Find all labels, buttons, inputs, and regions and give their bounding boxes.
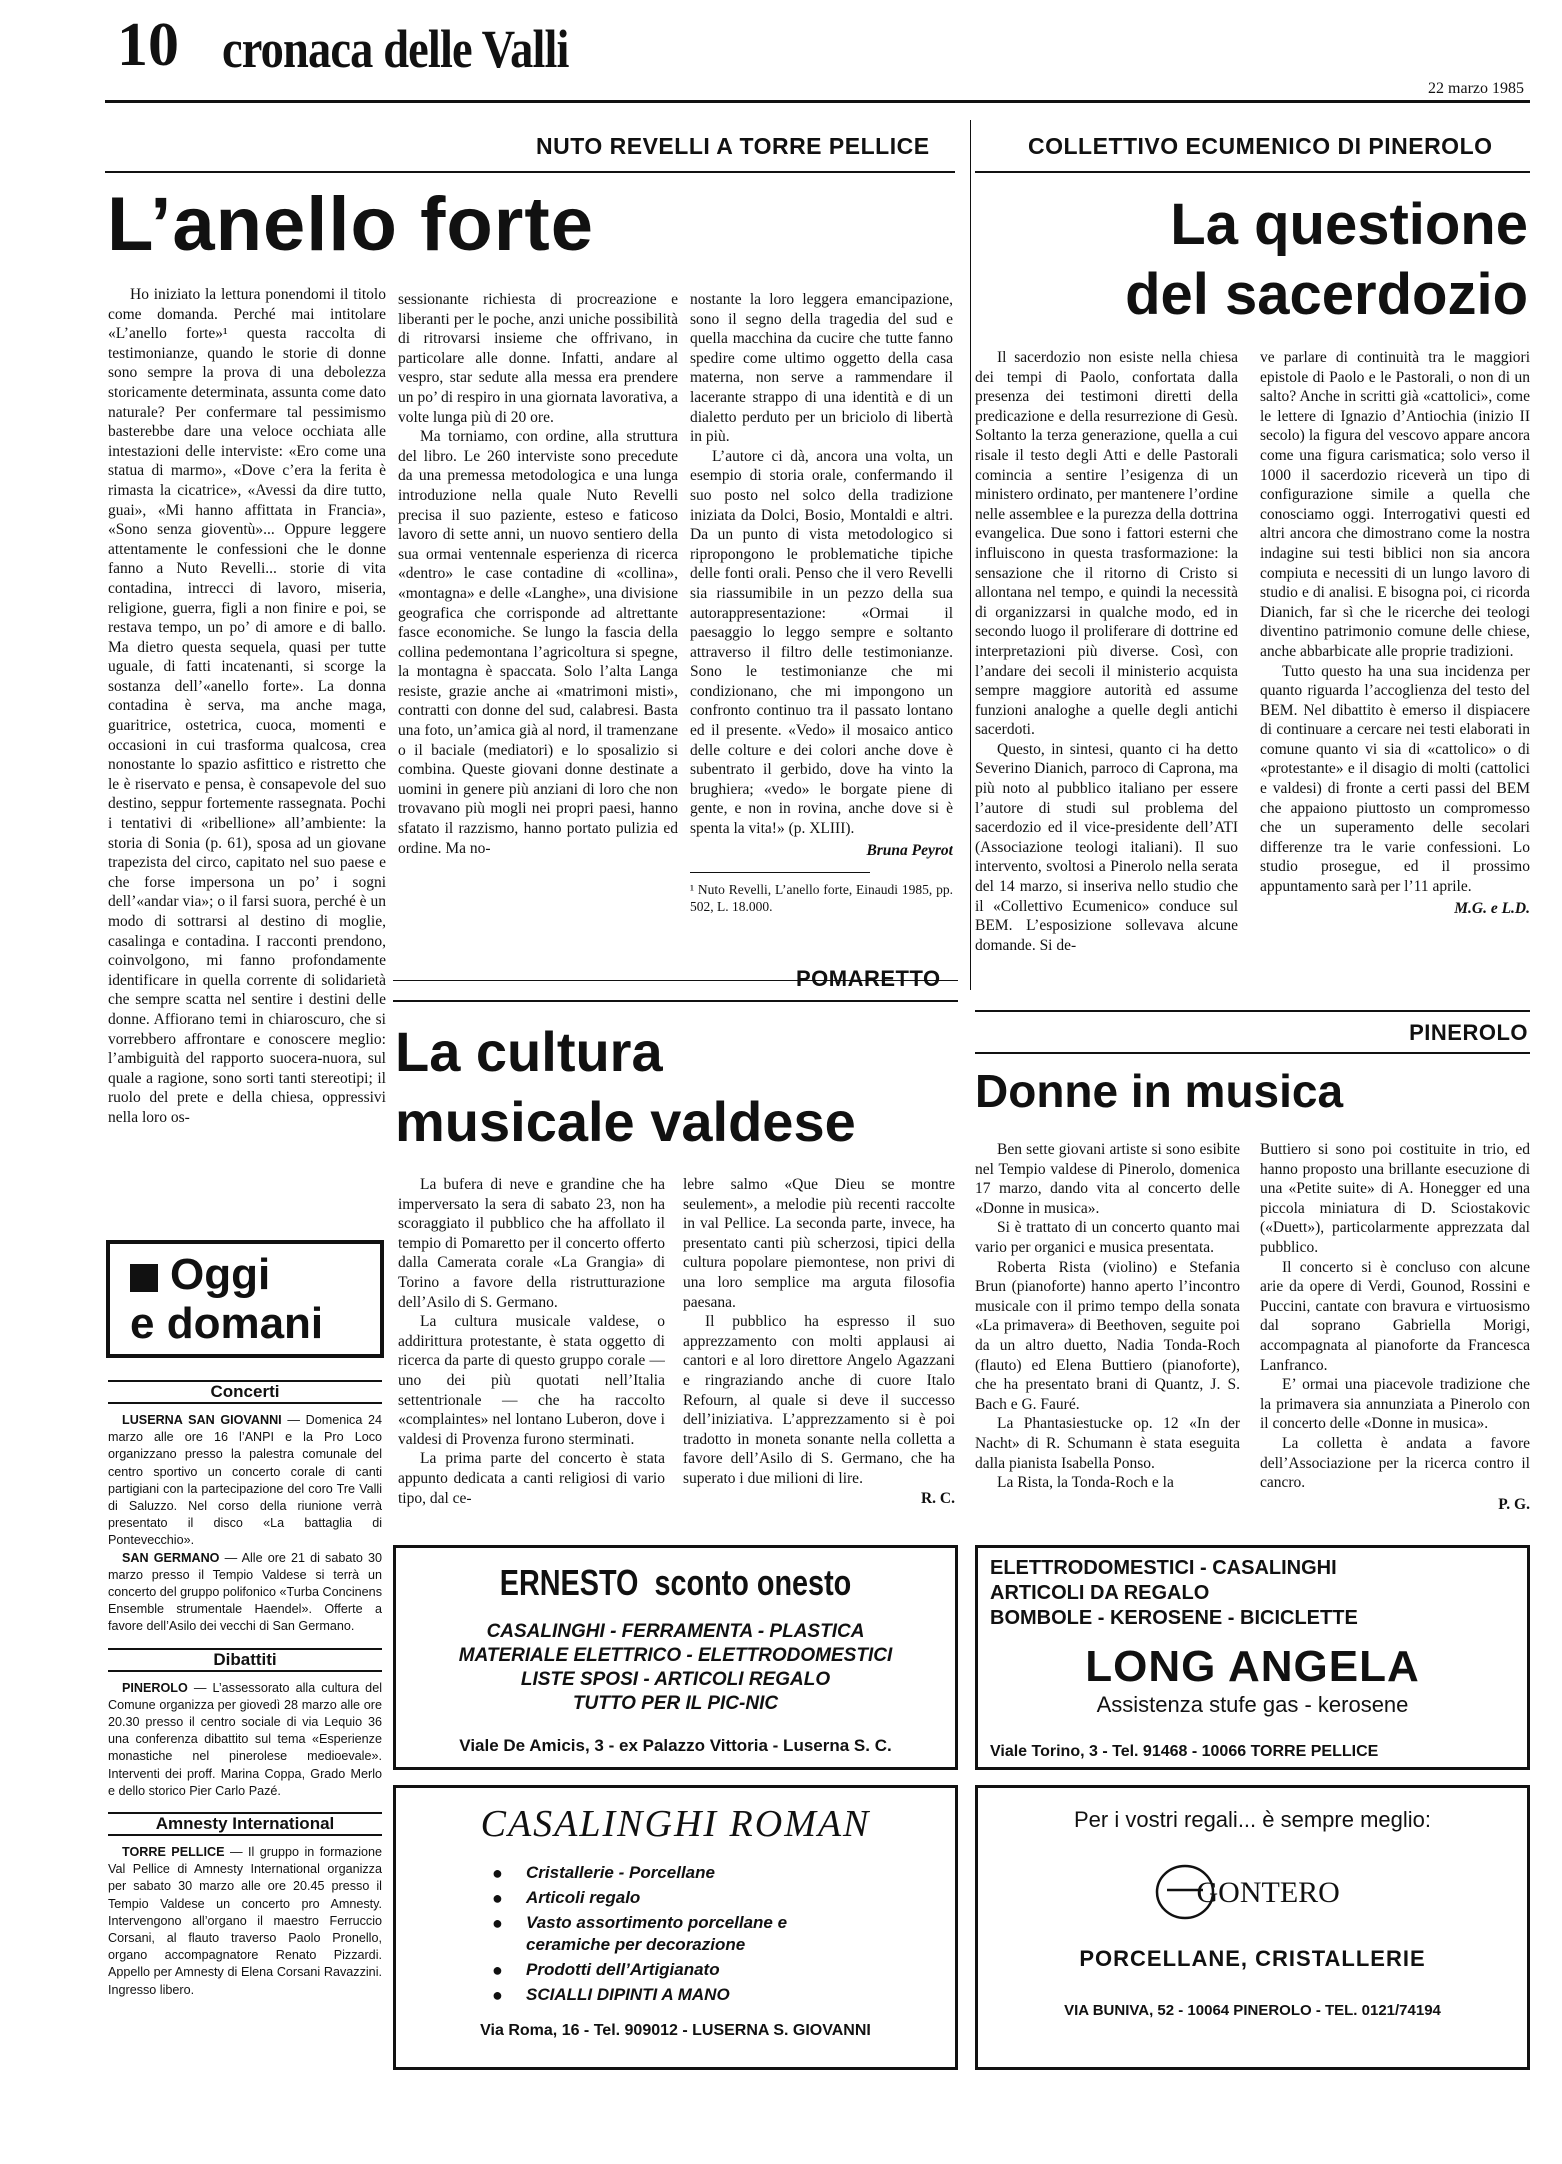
newspaper-title: cronaca delle Valli <box>222 19 569 79</box>
article4-col1-para4: La Phantasiestucke op. 12 «In der Nacht» di R. Schumann è stata eseguita dalla pianista Isabella Ponso. <box>975 1415 1240 1472</box>
article2-bottom-rule <box>975 1010 1530 1012</box>
article2-column-2 <box>1260 348 1530 988</box>
sidebar-heading-amnesty: Amnesty International <box>108 1812 382 1836</box>
sidebar-listings <box>108 1380 382 1999</box>
article3-column-1 <box>398 1175 665 1535</box>
ad-roman-item: ● Cristallerie - Porcellane <box>492 1862 955 1884</box>
ad-long-angela-line: BOMBOLE - KEROSENE - BICICLETTE <box>990 1607 1358 1629</box>
article1-col2-para1: sessionante richiesta di procreazione e liberanti per le poche, anzi uniche possibilità di ritrovarsi insieme che offrivano, in particolare alle donne. Infatti, andare al vespro, star sedute alla messa era prendere un po’ di respiro in una giornata lavorativa, a volte lunga più di 20 ore. <box>398 291 678 426</box>
article2-kicker: COLLETTIVO ECUMENICO DI PINEROLO <box>1028 133 1493 159</box>
article4-headline: Donne in musica <box>975 1065 1344 1117</box>
article2-col2-para1: ve parlare di continuità tra le maggiori epistole di Paolo e le Pastorali, o non di un salto? Anche in scritti già «cattolici», come le lettere di Ignazio d’Antiochia (inizio II secolo) la figura del vescovo appare ancora come una figura carismatica; solo verso il 1000 il sacerdozio riceverà un tipo di configurazione simile a quella che conosciamo oggi. Interrogativi questi ed altri ancora che dimostrano come la nostra indagine sui testi biblici non sia ancora compiuta e necessiti di un lungo lavoro di studio e di analisi. E bisogna poi, ci ricorda Dianich, far sì che le ricerche dei teologi diventino patrimonio comune delle chiese, anche abbarbicate alle proprie tradizioni. <box>1260 349 1530 660</box>
footnote-rule <box>690 872 870 873</box>
sidebar-entry-place: LUSERNA SAN GIOVANNI <box>122 1413 282 1427</box>
article3-col1-para2: La cultura musicale valdese, o addirittura protestante, è stata oggetto di ricerca da parte di questo gruppo corale — uno dei più quotati nell’Italia settentrionale — che ha raccolto «complaintes» nel lontano Luberon, dove i valdesi di Provenza furono sterminati. <box>398 1313 665 1448</box>
ad-long-angela-line: ARTICOLI DA REGALO <box>990 1582 1210 1604</box>
article1-footnote: ¹ Nuto Revelli, L’anello forte, Einaudi 1985, pp. 502, L. 18.000. <box>690 882 953 915</box>
article4-col1-para1: Ben sette giovani artiste si sono esibite nel Tempio valdese di Pinerolo, domenica 17 marzo, dando vita al concerto delle «Donne in musica». <box>975 1141 1240 1217</box>
article4-col1-para5: La Rista, la Tonda-Roch e la <box>997 1474 1174 1492</box>
ad-ernesto-line: LISTE SPOSI - ARTICOLI REGALO <box>520 1669 831 1690</box>
ad-roman-title: CASALINGHI ROMAN <box>480 1803 871 1845</box>
article1-column-2 <box>398 290 678 976</box>
article2-col1-para2: Questo, in sintesi, quanto ci ha detto Severino Dianich, parroco di Caprona, ma più noto al pubblico italiano per essere l’autore di studi sul problema del sacerdozio ed il vice-presidente dell’ATI (Associazione teologi italiani). Il suo intervento, svoltosi a Pinerolo nella serata del 14 marzo, si inseriva nello studio che il «Collettivo Ecumenico» conduce sul BEM. L’esposizione sollevava alcune domande. Si de- <box>975 740 1238 954</box>
ad-ernesto <box>393 1545 958 1770</box>
sidebar-entry-place: TORRE PELLICE <box>122 1845 225 1860</box>
sidebar-entry-place: SAN GERMANO <box>122 1550 220 1565</box>
ad-ernesto-slogan: sconto onesto <box>654 1562 852 1603</box>
ad-long-angela-line: ELETTRODOMESTICI - CASALINGHI <box>990 1557 1337 1579</box>
sidebar-entry-text: — L’assessorato alla cultura del Comune organizza per giovedì 28 marzo alle ore 20.30 presso il centro sociale di via Lequio 36 una conferenza dibattito sul tema «Esperienze monastiche nel pinerolese medioevale». Interventi dei proff. Marina Coppa, Grado Merlo e dello storico Pier Carlo Pazé. <box>108 1680 382 1798</box>
ad-casalinghi-roman <box>393 1785 958 2070</box>
article4-col1-para2: Si è trattato di un concerto quanto mai vario per organici e musica presentata. <box>975 1219 1240 1256</box>
article2-column-1 <box>975 348 1238 988</box>
ad-gontero-logo-text: GONTERO <box>1196 1876 1340 1909</box>
article1-col2-para2: Ma torniamo, con ordine, alla struttura del libro. Le 260 interviste sono precedute da una premessa metodologica e una lunga introduzione nella quale Nuto Revelli precisa il suo paziente, esteso e faticoso lavoro di sette anni, un nuovo sentiero della sua ormai ventennale esperienza di ricerca «dentro» le case contadine di «collina», «montagna» e delle «Langhe», una divisione geografica che corrisponde ad altrettante fasce economiche. Se lungo la fascia della collina pedemontana l’agricoltura si spegne, la montagna è spaccata. Solo l’alta Langa resiste, grazie anche ai «matrimoni misti», contratti con donne del sud, calabresi. Basta una foto, un’amica già al nord, il tramenzane o il baciale (mediatori) e lo sposalizio si combina. Queste giovani donne destinate a uomini in genere più anziani di loro che non trovavano più mogli nei propri paesi, hanno sfatato il razzismo, hanno portato pulizia ed ordine. Ma no- <box>398 428 678 857</box>
sidebar-section-concerti <box>108 1380 382 1636</box>
article1-col3-para2: L’autore ci dà, ancora una volta, un esempio di storia orale, confermando il suo posto nel solco della tradizione iniziata da Dolci, Bosio, Montaldi e altri. Da un punto di vista metodologico si ripropongono le problematiche tipiche delle fonti orali. Penso che il vero Revelli sia riassumibile in un pezzo della sua autorappresentazione: «Ormai il paesaggio lo leggo sempre e soltanto attraverso il filtro delle testimonianze. Sono le testimonianze che mi condizionano, che mi impongono un confronto continuo tra il passato lontano ed il presente. «Vedo» il mosaico antico delle colture e dei colori anche dove è subentrato il gerbido, dove ha vinto la brughiera; «vedo» le borgate piene di gente, e non in rovina, anche dove si è spenta la vita!» (p. XLIII). <box>690 447 953 838</box>
sidebar-heading-dibattiti: Dibattiti <box>108 1648 382 1672</box>
article1-column-1 <box>108 285 386 1200</box>
page-number: 10 <box>117 11 179 79</box>
ad-roman-address: Via Roma, 16 - Tel. 909012 - LUSERNA S. GIOVANNI <box>480 2022 871 2039</box>
ad-roman-item: ● Vasto assortimento porcellane e ceramiche per decorazione <box>492 1912 826 1956</box>
article1-col1-text: Ho iniziato la lettura ponendomi il titolo come domanda. Perché mai intitolare «L’anello forte»¹ questa raccolta di testimonianze, quando le storie di donne sono sempre la prova di una debolezza storicamente determinata, assunta come dato naturale? Per confermare tal pessimismo basterebbe dare una veloce occhiata alle intestazioni delle interviste: «Ero come una statua di marmo», «Dove c’era la ferita è rimasta la cicatrice», «Avessi da dire tutto, guai», «Mi hanno affittata in Francia», «Sono senza gioventù»... Oppure leggere attentamente le confessioni che le donne fanno a Nuto Revelli... storie di vita contadina, intrecci di lavoro, miseria, religione, guerra, figli a non finire e poi, se restava tempo, un po’ di amore e di ballo. Ma dietro questa sequela, quasi per tutte uguale, di fatti incatenanti, si scorge la sostanza dell’«anello forte». La donna contadina è serva, ma anche maga, guaritrice, ostetrica, cuoca, momenti e occasioni in cui trasforma qualcosa, crea nonostante lo spazio asfittico e ristretto che le è riservato e pensa, è consapevole del suo destino, seppur fortemente rassegnata. Pochi i tentativi di «ribellione» all’ambiente: la storia di Sonia (p. 61), sposa ad un giovane trapezista del circo, capitato nel suo paese e che forse impersona un po’ i sogni dell’«andar via»; o il farsi suora, perché è un modo di sottrarsi al destino di moglie, casalinga e contadina. I racconti prendono, coinvolgono, mi fanno profondamente identificare in quella corrente di solidarietà che sempre scatta nel sentire i destini delle donne. Affiorano temi in chiaroscuro, che si vorrebbero affrontare e conoscere meglio: l’ambiguità del rapporto suocera-nuora, sul quale a ragione, sono sorti tanti stereotipi; il ruolo del prete e della chiesa, oppressivi nella loro os- <box>108 286 386 1126</box>
article3-col2-para1: lebre salmo «Que Dieu se montre seulement», a melodie più recenti raccolte in val Pellice. La seconda parte, invece, ha presentato canti più scherzosi, tipici della cultura popolare piemontese, non privi di una loro semplice ma arguta filosofia paesana. <box>683 1176 955 1311</box>
sidebar-entry <box>108 1844 382 1999</box>
article4-column-2 <box>1260 1140 1530 1540</box>
article2-headline-line2: del sacerdozio <box>1125 262 1528 327</box>
ad-ernesto-line: CASALINGHI - FERRAMENTA - PLASTICA <box>486 1621 865 1642</box>
article3-column-2 <box>683 1175 955 1535</box>
sidebar-title-line1: Oggi <box>170 1250 271 1299</box>
article4-top-rule <box>975 1052 1530 1054</box>
article1-kicker: NUTO REVELLI A TORRE PELLICE <box>536 133 930 159</box>
ad-gontero <box>975 1785 1530 2070</box>
article4-col2-para2: Il concerto si è concluso con alcune arie da opere di Verdi, Gounod, Rossini e Puccini, cantate con bravura e virtuosismo dal soprano Gabriella Morigi, accompagnata al pianoforte da Francesca Lanfranco. <box>1260 1258 1530 1374</box>
ad-roman-item: ● Prodotti dell’Artigianato <box>492 1959 955 1981</box>
sidebar-entry-text: — Domenica 24 marzo alle ore 16 l’ANPI e la Pro Loco organizzano presso la palestra comunale del centro sportivo un concerto corale di canti partigiani con la partecipazione del coro Tre Valli di Saluzzo. Nel corso della riunione verrà presentato il disco «La battaglia di Pontevecchio». <box>108 1413 382 1548</box>
ad-roman-item: ● Articoli regalo <box>492 1887 955 1909</box>
ad-ernesto-address: Viale De Amicis, 3 - ex Palazzo Vittoria - Luserna S. C. <box>459 1736 892 1755</box>
article4-col2-para4: La colletta è andata a favore dell’Associazione per la ricerca contro il cancro. <box>1260 1434 1530 1492</box>
ad-long-angela <box>975 1545 1530 1770</box>
ad-gontero-address: VIA BUNIVA, 52 - 10064 PINEROLO - TEL. 0121/74194 <box>1064 2002 1441 2019</box>
vertical-divider <box>970 120 971 990</box>
sidebar-title-line2: e domani <box>130 1299 324 1348</box>
article4-col1-para3: Roberta Rista (violino) e Stefania Brun (pianoforte) hanno aperto l’incontro musicale con il primo tempo della sonata «La primavera» di Beethoven, seguite poi da un altro duetto, Nadia Tonda-Roch (flauto) ed Elena Buttiero (pianoforte), che ha presentato brani di Quantz, J. S. Bach e G. Fauré. <box>975 1258 1240 1413</box>
ad-gontero-tagline: Per i vostri regali... è sempre meglio: <box>1073 1807 1432 1832</box>
article4-col2-para3: E’ ormai una piacevole tradizione che la primavera sia annunziata a Pinerolo con il concerto delle «Donne in musica». <box>1260 1376 1530 1433</box>
ad-long-angela-name: LONG ANGELA <box>1085 1642 1420 1691</box>
article3-headline-line2: musicale valdese <box>395 1090 856 1153</box>
ad-ernesto-line: TUTTO PER IL PIC-NIC <box>572 1693 779 1714</box>
article3-signature: R. C. <box>920 1489 955 1507</box>
sidebar-section-dibattiti <box>108 1648 382 1800</box>
sidebar-entry-text: — Il gruppo in formazione Val Pellice di Amnesty International organizza per sabato 30 marzo alle ore 20.45 presso il Tempio Valdese un concerto pro Amnesty. Intervengono all’organo il maestro Ferruccio Corsani, al flauto traverso Paolo Pronello, organo accompagnatore Renato Pizzardi. Appello per Amnesty di Elena Corsani Ravazzini. Ingresso libero. <box>108 1845 383 1997</box>
article3-col1-para1: La bufera di neve e grandine che ha imperversato la sera di sabato 23, non ha scoraggiato il pubblico che ha affollato il tempio di Pomaretto per il concerto offerto dalla Camerata corale «La Grangia» di Torino a favore della ristrutturazione dell’Asilo di S. Germano. <box>398 1176 665 1311</box>
article3-col1-para3: La prima parte del concerto è stata appunto dedicata a canti religiosi di vario tipo, dal ce- <box>398 1450 665 1507</box>
article4-col2-para1: Buttiero si sono poi costituite in trio, ed hanno proposto una brillante esecuzione di una «Petite suite» di A. Honegger ed una piccola miniatura di D. Sciostakovic («Duett»), particolarmente apprezzata dal pubblico. <box>1260 1141 1530 1256</box>
article3-col2-para2: Il pubblico ha espresso il suo apprezzamento con molti applausi ai cantori e al loro direttore Angelo Agazzani e ringraziando anche di cuore Italo Refourn, al quale si deve il successo dell’iniziativa. L’apprezzamento si è poi tradotto in moneta sonante nella colletta a favore dell’Asilo di S. Germano, che ha superato i due milioni di lire. <box>683 1313 955 1487</box>
article2-headline-line1: La questione <box>1170 192 1528 257</box>
sidebar-entry <box>108 1680 382 1800</box>
ad-ernesto-title <box>452 1562 899 1604</box>
sidebar-section-amnesty <box>108 1812 382 1999</box>
article2-col1-para1: Il sacerdozio non esiste nella chiesa dei tempi di Paolo, confortata dalla presenza dei testimoni diretti della predicazione e della resurrezione di Gesù. Soltanto la terza generazione, quella a cui risale il testo degli Atti e delle Pastorali comincia a sentire l’esigenza di un ministero ordinato, per mantenere l’ordine nelle assemblee e la purezza della dottrina evangelica. Due sono i fattori esterni che influiscono in questa trasformazione: la sensazione che il ritorno di Cristo si allontana nel tempo, e quindi la necessità di organizzarsi in qualche modo, ed in secondo luogo il proliferare di dottrine ed interpretazioni più diverse. Così, con l’andare dei secoli il ministerio acquista sempre maggiore autorità ed assume funzioni analoghe a quelle degli antichi sacerdoti. <box>975 349 1238 739</box>
article3-top-rule <box>393 1000 958 1002</box>
ad-gontero-logo <box>1153 1854 1353 1924</box>
article1-column-3 <box>690 290 953 940</box>
sidebar-square-icon <box>130 1264 158 1292</box>
ad-long-angela-address: Viale Torino, 3 - Tel. 91468 - 10066 TORRE PELLICE <box>990 1743 1379 1760</box>
ad-gontero-line: PORCELLANE, CRISTALLERIE <box>1079 1946 1426 1971</box>
sidebar-entry-place: PINEROLO <box>122 1680 188 1695</box>
article2-signature: M.G. e L.D. <box>1454 899 1530 917</box>
ad-long-angela-subtitle: Assistenza stufe gas - kerosene <box>1096 1692 1409 1717</box>
article4-column-1 <box>975 1140 1240 1540</box>
sidebar-entry <box>108 1412 382 1550</box>
ad-roman-item: ● SCIALLI DIPINTI A MANO <box>492 1984 955 2006</box>
ad-ernesto-name: ERNESTO <box>499 1562 639 1603</box>
article3-headline-line1: La cultura <box>395 1020 663 1083</box>
sidebar-heading-concerti: Concerti <box>108 1380 382 1404</box>
issue-date: 22 marzo 1985 <box>1428 80 1524 97</box>
article2-top-rule <box>975 171 1530 173</box>
article3-kicker: POMARETTO <box>796 966 941 991</box>
sidebar-entry <box>108 1550 382 1636</box>
article4-signature: P. G. <box>1498 1495 1530 1513</box>
article1-col3-para1: nostante la loro leggera emancipazione, sono il segno della tragedia del sud e quella macchina da cucire che tutte fanno spedire come ultimo oggetto della casa materna, non serve a rammendare il lacerante strappo di una identità e di un dialetto perduto per un briciolo di libertà in più. <box>690 291 953 446</box>
article4-kicker: PINEROLO <box>1409 1020 1528 1045</box>
ad-roman-list <box>492 1862 955 2006</box>
article2-col2-para2: Tutto questo ha una sua incidenza per quanto riguarda l’accoglienza del testo del BEM. Nel dibattito è emerso il dispiacere di continuare a cercare nei testi elaborati in comune quanto vi sia di «cattolico» o di «protestante» e il disagio di molti (cattolici e valdesi) di fronte a certi passi del BEM che appaiono piuttosto un compromesso che un superamento delle secolari differenze tra le varie confessioni. Lo studio prosegue, ed il prossimo appuntamento sarà per l’11 aprile. <box>1260 662 1530 896</box>
article1-signature: Bruna Peyrot <box>866 841 953 859</box>
masthead-rule <box>105 100 1530 103</box>
sidebar-title-box <box>106 1240 384 1358</box>
article1-headline: L’anello forte <box>107 182 594 267</box>
sidebar-entry-text: — Alle ore 21 di sabato 30 marzo presso il Tempio Valdese si terrà un concerto del gruppo polifonico «Turba Concinens Ensemble strumentale Haendel». Offerte a favore dell’Asilo dei vecchi di San Germano. <box>108 1550 382 1634</box>
ad-ernesto-line: MATERIALE ELETTRICO - ELETTRODOMESTICI <box>458 1645 893 1666</box>
article1-top-rule <box>105 171 955 173</box>
